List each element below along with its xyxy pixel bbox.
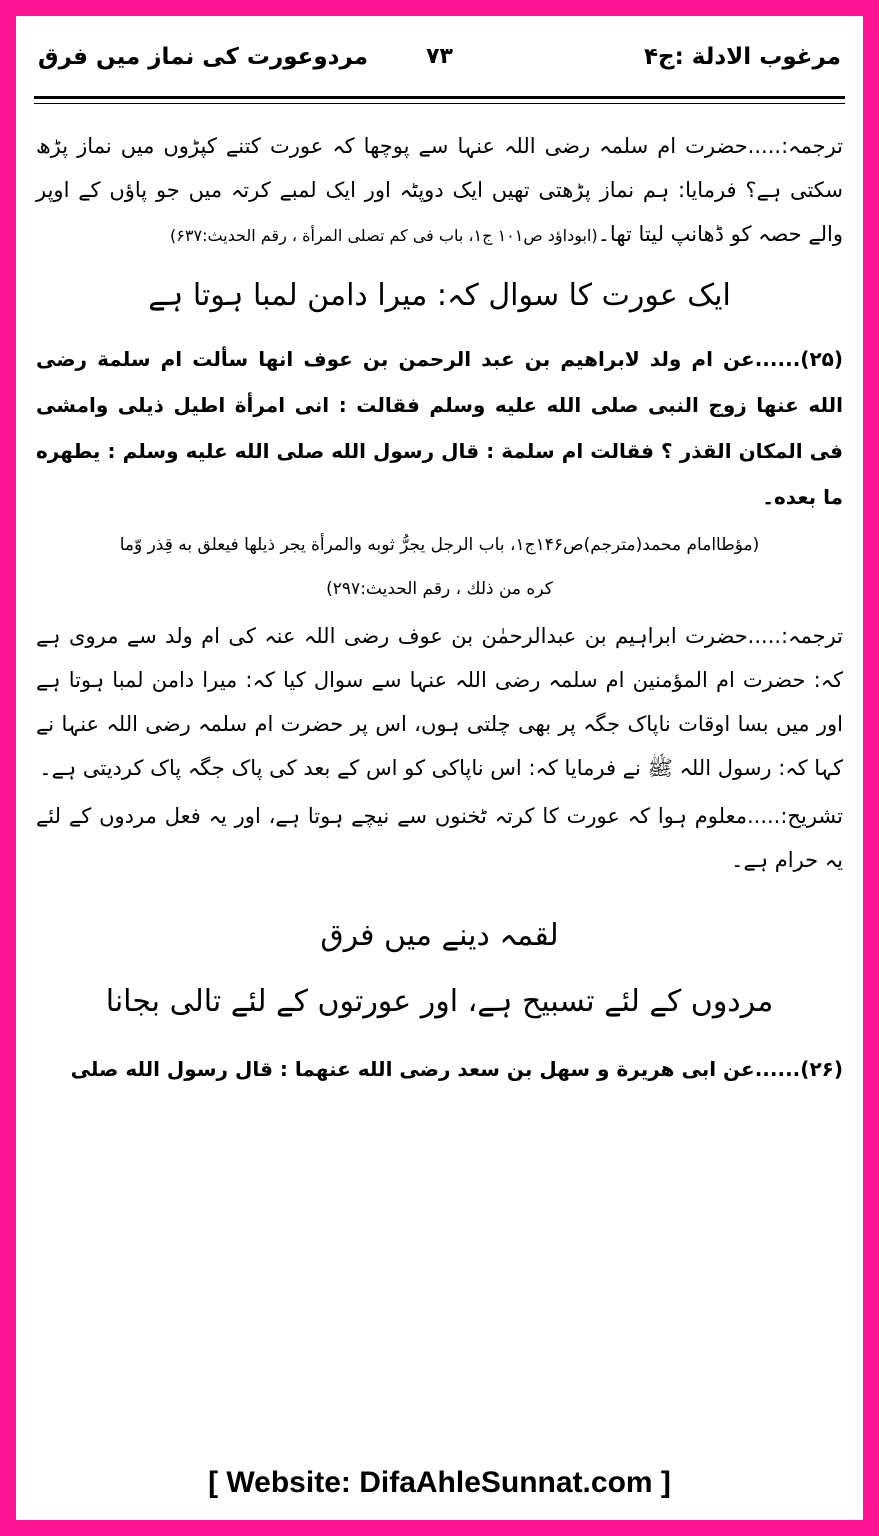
page-header <box>38 44 841 84</box>
page-content <box>36 124 843 1096</box>
commentary-paragraph: تشریح:.....معلوم ہوا کہ عورت کا کرتہ ٹخنوں سے نیچے ہوتا ہے، اور یہ فعل مردوں کے لئے یہ حرام ہے۔ <box>36 804 843 872</box>
hadith-text-26: ......عن ابى هريرة و سهل بن سعد رضى الله عنهما : قال رسول الله صلى <box>70 1057 801 1081</box>
reference-25-line-1: (مؤطاامام محمد(مترجم)ص۱۴۶ج۱، باب الرجل يجرُّ ثوبه والمرأة يجر ذيلها فيعلق به قِذر وّما <box>119 535 760 555</box>
page-number: ۷۳ <box>426 44 453 69</box>
hadith-26 <box>36 1046 843 1092</box>
translation-text-1: ترجمہ:.....حضرت ام سلمہ رضی اللہ عنہا سے پوچھا کہ عورت کتنے کپڑوں میں نماز پڑھ سکتی ہے؟ فرمایا: ہم نماز پڑھتی تھیں ایک دوپٹہ اور ایک لمبے کرتہ میں جو پاؤں کے اوپر والے حصہ کو ڈھانپ لیتا تھا۔ <box>36 134 843 246</box>
hadith-number-26: (۲۶) <box>800 1057 843 1081</box>
hadith-number-25: (۲۵) <box>800 347 843 371</box>
section-heading-1: ایک عورت کا سوال کہ: میرا دامن لمبا ہوتا ہے <box>148 278 731 313</box>
hadith-text-25: ......عن ام ولد لابراهيم بن عبد الرحمن بن عوف انها سألت ام سلمة رضى الله عنها زوج النبى صلى الله عليه وسلم فقالت : انى امرأة اطيل ذيلى وامشى فى المكان القذر ؟ فقالت ام سلمة : قال رسول الله صلى الله عليه وسلم : يطهره ما بعده۔ <box>36 347 843 509</box>
hadith-25 <box>36 336 843 520</box>
reference-25-line-2: كره من ذلك ، رقم الحديث:۲۹۷) <box>326 579 553 599</box>
website-footer: [ Website: DifaAhleSunnat.com ] <box>208 1466 671 1499</box>
book-title: مرغوب الادلة :ج۴ <box>643 44 841 70</box>
translation-paragraph-2: ترجمہ:.....حضرت ابراہیم بن عبدالرحمٰن بن عوف رضی اللہ عنہ کی ام ولد سے مروی ہے کہ: حضرت ام المؤمنین ام سلمہ رضی اللہ عنہا سے سوال کیا کہ: میرا دامن لمبا ہوتا ہے اور میں بسا اوقات ناپاک جگہ پر بھی چلتی ہوں، اس پر حضرت ام سلمہ رضی اللہ عنہا نے کہا کہ: رسول اللہ ﷺ نے فرمایا کہ: اس ناپاکی کو اس کے بعد کی پاک جگہ پاک کردیتی ہے۔ <box>36 624 843 780</box>
citation-1: (ابوداؤد ص۱۰۱ ج۱، باب فی کم تصلی المرأة ، رقم الحديث:۶۳۷) <box>170 226 598 245</box>
section-heading-2: لقمہ دینے میں فرق <box>320 918 559 953</box>
section-subheading-2: مردوں کے لئے تسبیح ہے، اور عورتوں کے لئے تالی بجانا <box>105 984 774 1019</box>
translation-paragraph-1 <box>36 124 843 258</box>
header-rule-thin <box>34 103 845 104</box>
chapter-title: مردوعورت کی نماز میں فرق <box>38 44 368 70</box>
book-page <box>16 16 863 1520</box>
header-rule-thick <box>34 96 845 99</box>
